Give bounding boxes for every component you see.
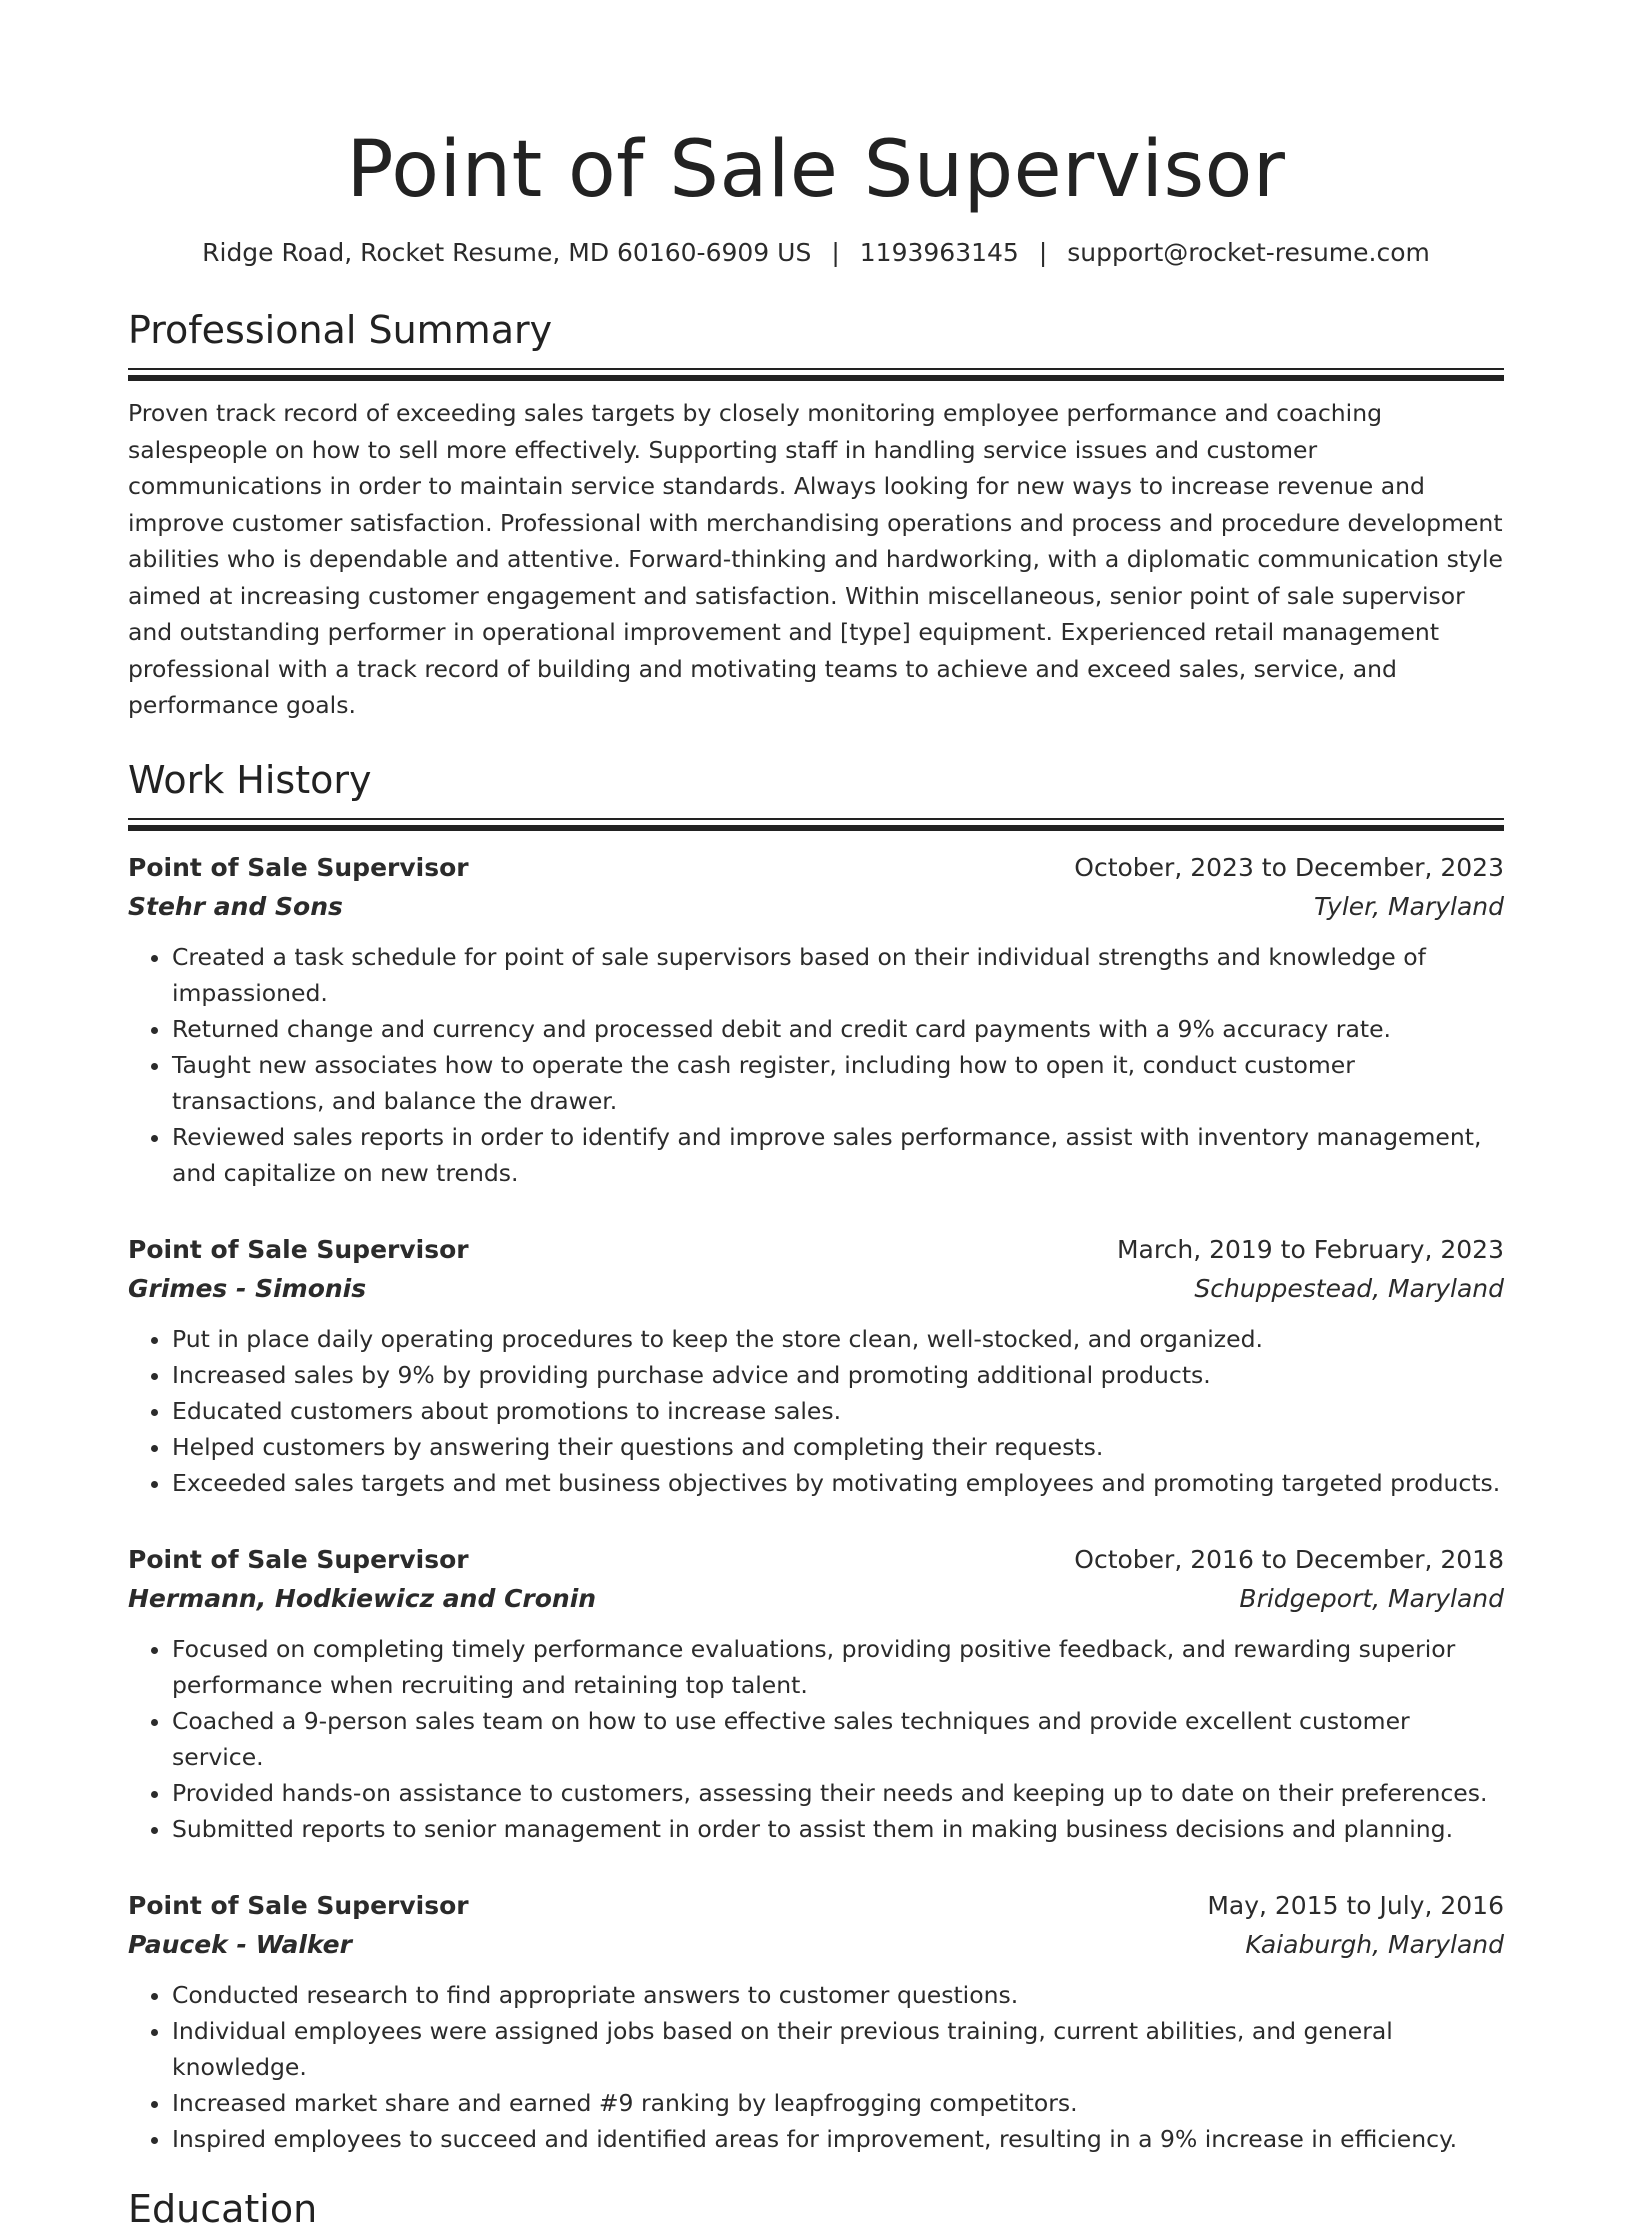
work-history-section [128,756,1504,2157]
job-company-row [128,1269,1504,1309]
job-bullet-list [128,939,1504,1191]
job-company: Paucek - Walker [128,1929,352,1959]
job-header-row [128,1231,1504,1269]
job-company-row [128,1925,1504,1965]
job-company-row [128,1579,1504,1619]
job-entry [128,1231,1504,1501]
job-entry [128,1541,1504,1847]
job-bullet: • Provided hands-on assistance to customers, assessing their needs and keeping up to date on their preferences. [172,1775,1504,1811]
job-bullet: • Put in place daily operating procedures to keep the store clean, well-stocked, and organized. [172,1321,1504,1357]
job-bullet: • Helped customers by answering their questions and completing their requests. [172,1429,1504,1465]
education-section [128,2185,1504,2233]
job-bullet: • Reviewed sales reports in order to identify and improve sales performance, assist with inventory management, and capitalize on new trends. [172,1119,1504,1191]
job-dates: October, 2016 to December, 2018 [1074,1544,1504,1574]
job-company: Hermann, Hodkiewicz and Cronin [128,1583,597,1613]
contact-phone: 1193963145 [859,238,1019,267]
job-location: Bridgeport, Maryland [1239,1583,1504,1613]
job-dates: March, 2019 to February, 2023 [1116,1234,1504,1264]
job-header-row [128,1887,1504,1925]
job-bullet: • Returned change and currency and processed debit and credit card payments with a 9% accuracy rate. [172,1011,1504,1047]
job-title: Point of Sale Supervisor [128,1234,469,1264]
section-title-work-history: Work History [128,757,372,802]
professional-summary-section [128,306,1504,724]
job-header-row [128,849,1504,887]
job-header-row [128,1541,1504,1579]
resume-name-title: Point of Sale Supervisor [346,125,1286,215]
contact-email: support@rocket-resume.com [1067,238,1430,267]
contact-line [128,236,1504,270]
job-bullet: • Submitted reports to senior management in order to assist them in making business decisions and planning. [172,1811,1504,1847]
job-bullet: • Inspired employees to succeed and identified areas for improvement, resulting in a 9% increase in efficiency. [172,2121,1504,2157]
job-dates: May, 2015 to July, 2016 [1207,1890,1504,1920]
job-bullet: • Taught new associates how to operate the cash register, including how to open it, conduct customer transactions, and balance the drawer. [172,1047,1504,1119]
job-entry [128,849,1504,1191]
job-company: Grimes - Simonis [128,1273,367,1303]
job-bullet: • Increased sales by 9% by providing purchase advice and promoting additional products. [172,1357,1504,1393]
job-bullet: • Created a task schedule for point of sale supervisors based on their individual strengths and knowledge of impassioned. [172,939,1504,1011]
job-location: Kaiaburgh, Maryland [1245,1929,1504,1959]
job-company-row [128,887,1504,927]
job-location: Schuppestead, Maryland [1194,1273,1504,1303]
job-bullet: • Increased market share and earned #9 ranking by leapfrogging competitors. [172,2085,1504,2121]
summary-text: Proven track record of exceeding sales targets by closely monitoring employee performance and coaching salespeople on how to sell more effectively. Supporting staff in handling service issues and customer communications in order to maintain service standards. Always looking for new ways to increase revenue and improve customer satisfaction. Professional with merchandising operations and process and procedure development abilities who is dependable and attentive. Forward-thinking and hardworking, with a diplomatic communication style aimed at increasing customer engagement and satisfaction. Within miscellaneous, senior point of sale supervisor and outstanding performer in operational improvement and [type] equipment. Experienced retail management professional with a track record of building and motivating teams to achieve and exceed sales, service, and performance goals. [128,399,1503,719]
job-bullet-list [128,1977,1504,2157]
contact-address: Ridge Road, Rocket Resume, MD 60160-6909 US [202,238,812,267]
job-bullet-list [128,1631,1504,1847]
section-title-education: Education [128,2186,318,2231]
job-bullet: • Individual employees were assigned jobs based on their previous training, current abilities, and general knowledge. [172,2013,1504,2085]
job-title: Point of Sale Supervisor [128,852,469,882]
job-location: Tyler, Maryland [1313,891,1504,921]
job-bullet: • Exceeded sales targets and met business objectives by motivating employees and promoting targeted products. [172,1465,1504,1501]
job-bullet: • Educated customers about promotions to increase sales. [172,1393,1504,1429]
job-bullet: • Coached a 9-person sales team on how to use effective sales techniques and provide excellent customer service. [172,1703,1504,1775]
job-entry [128,1887,1504,2157]
job-title: Point of Sale Supervisor [128,1544,469,1574]
job-bullet: • Focused on completing timely performance evaluations, providing positive feedback, and rewarding superior performance when recruiting and retaining top talent. [172,1631,1504,1703]
section-divider [128,818,1504,831]
job-bullet: • Conducted research to find appropriate answers to customer questions. [172,1977,1504,2013]
section-title-summary: Professional Summary [128,308,553,352]
job-title: Point of Sale Supervisor [128,1890,469,1920]
contact-separator: | [1038,238,1048,267]
job-bullet-list [128,1321,1504,1501]
section-divider [128,368,1504,381]
job-dates: October, 2023 to December, 2023 [1074,852,1504,882]
contact-separator: | [831,238,840,267]
job-company: Stehr and Sons [128,891,343,921]
